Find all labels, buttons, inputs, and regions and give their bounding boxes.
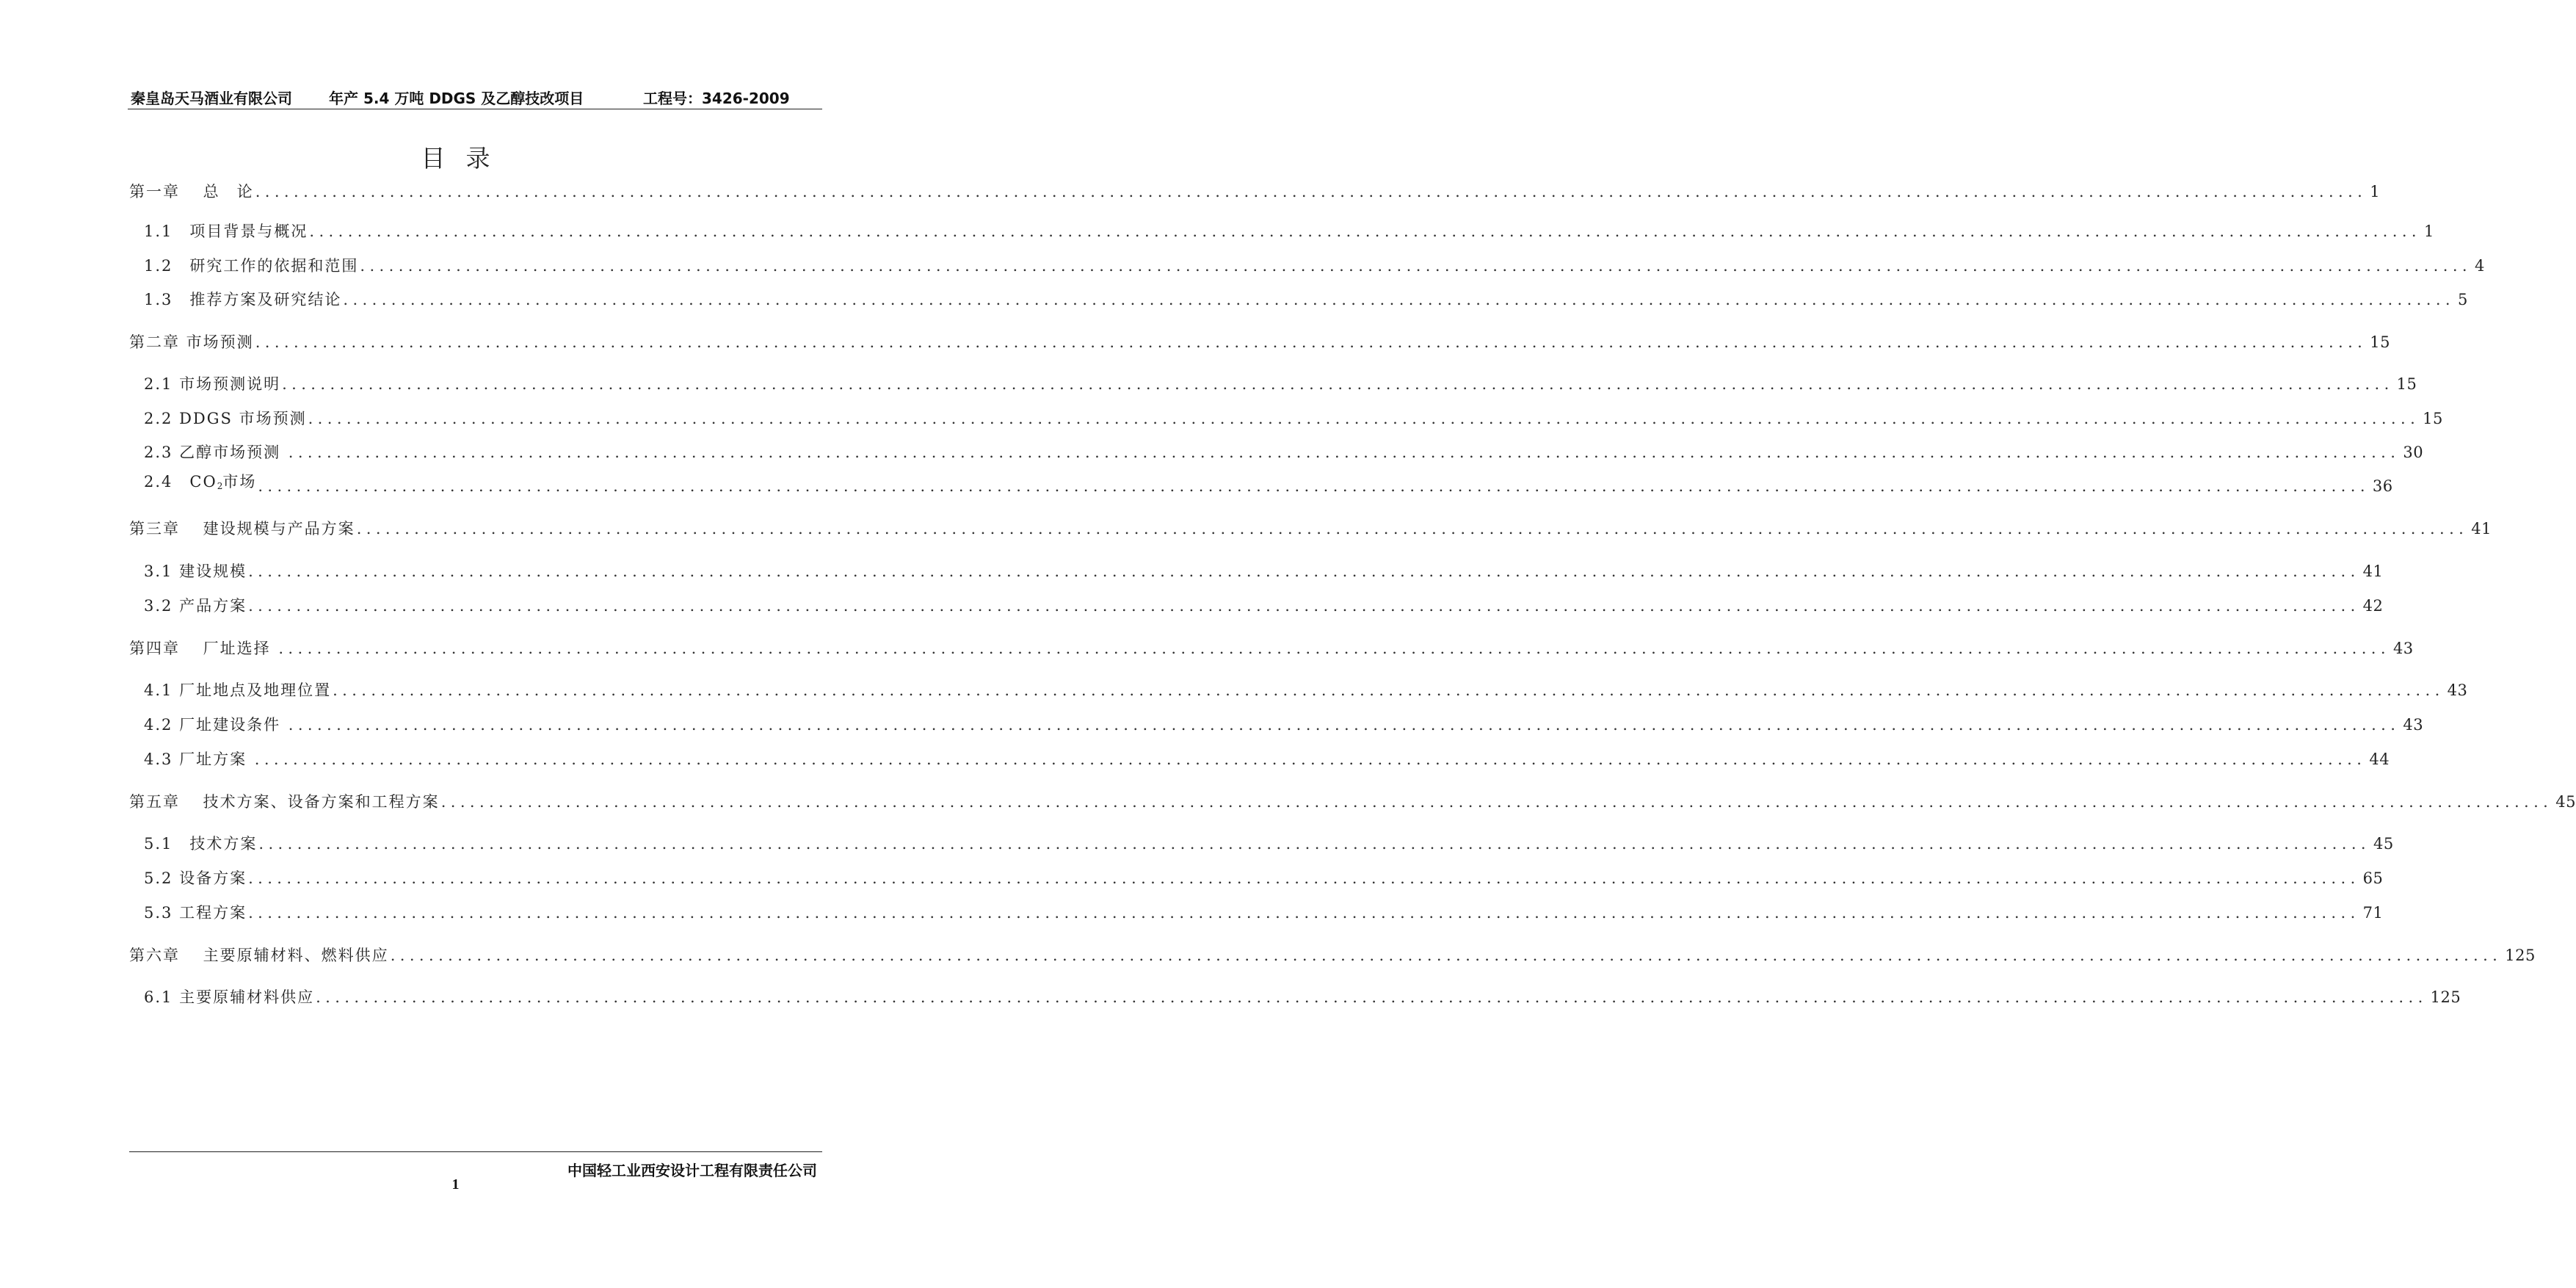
toc-section-entry[interactable]	[144, 441, 2424, 463]
toc-section-entry[interactable]	[144, 833, 2394, 855]
toc-chapter-entry[interactable]	[129, 944, 2536, 966]
toc-entry-page-number: 43	[2447, 681, 2468, 699]
toc-dot-leader: ............................................................................................................................................................................................................................	[248, 869, 2360, 887]
toc-entry-page-number: 1	[2370, 183, 2381, 200]
toc-entry-label: 第四章 厂址选择	[129, 640, 277, 657]
toc-entry-page-number: 45	[2373, 835, 2394, 853]
toc-dot-leader: ............................................................................................................................................................................................................................	[282, 375, 2394, 393]
toc-entry-page-number: 41	[2362, 562, 2384, 580]
toc-entry-label: 3.1 建设规模	[144, 562, 247, 580]
toc-entry-label: 1.1 项目背景与概况	[144, 222, 308, 240]
toc-entry-label: 5.3 工程方案	[144, 904, 247, 922]
toc-entry-page-number: 41	[2471, 520, 2492, 538]
toc-title: 目录	[421, 144, 511, 173]
toc-entry-page-number: 1	[2423, 222, 2434, 240]
toc-entry-page-number: 36	[2372, 477, 2393, 495]
toc-section-entry[interactable]	[144, 473, 2393, 497]
toc-section-entry[interactable]	[144, 560, 2384, 582]
toc-dot-leader: ............................................................................................................................................................................................................................	[343, 291, 2455, 308]
toc-dot-leader: ............................................................................................................................................................................................................................	[288, 716, 2401, 734]
toc-entry-label: 1.2 研究工作的依据和范围	[144, 257, 359, 275]
toc-dot-leader: ............................................................................................................................................................................................................................	[258, 835, 2370, 853]
toc-section-entry[interactable]	[144, 595, 2384, 617]
toc-entry-label: 2.2 DDGS 市场预测	[144, 410, 307, 427]
toc-dot-leader: ............................................................................................................................................................................................................................	[278, 640, 2390, 657]
toc-entry-label: 1.3 推荐方案及研究结论	[144, 291, 342, 308]
toc-entry-page-number: 5	[2457, 291, 2468, 308]
toc-entry-label: 第三章 建设规模与产品方案	[129, 520, 355, 538]
toc-dot-leader: ............................................................................................................................................................................................................................	[316, 988, 2428, 1006]
footer-company: 中国轻工业西安设计工程有限责任公司	[567, 1162, 817, 1179]
header-project-number: 工程号：3426-2009	[643, 90, 790, 107]
toc-entry-page-number: 65	[2362, 869, 2384, 887]
header-project-title: 年产 5.4 万吨 DDGS 及乙醇技改项目	[329, 90, 584, 107]
toc-entry-label: 5.2 设备方案	[144, 869, 247, 887]
toc-entry-page-number: 43	[2392, 640, 2414, 657]
toc-dot-leader: ............................................................................................................................................................................................................................	[309, 222, 2421, 240]
footer-divider	[164, 1151, 308, 1152]
toc-chapter-entry[interactable]	[129, 181, 2381, 203]
toc-section-entry[interactable]	[144, 986, 2461, 1008]
toc-dot-leader: ............................................................................................................................................................................................................................	[248, 562, 2360, 580]
toc-entry-label: 4.2 厂址建设条件	[144, 716, 287, 734]
toc-entry-page-number: 4	[2474, 257, 2485, 275]
toc-chapter-entry[interactable]	[129, 518, 2492, 540]
footer-divider	[129, 1151, 164, 1152]
toc-entry-page-number: 71	[2362, 904, 2384, 922]
toc-entry-page-number: 125	[2430, 988, 2461, 1006]
page-number: 1	[451, 1176, 460, 1193]
toc-entry-label: 5.1 技术方案	[144, 835, 258, 853]
toc-entry-label: 第一章 总 论	[129, 183, 254, 200]
toc-dot-leader: ............................................................................................................................................................................................................................	[255, 333, 2368, 351]
toc-entry-page-number: 30	[2403, 444, 2424, 461]
footer-divider	[499, 1151, 822, 1152]
toc-entry-label: 3.2 产品方案	[144, 597, 247, 615]
toc-dot-leader: ............................................................................................................................................................................................................................	[258, 477, 2370, 495]
toc-entry-label: 4.3 厂址方案	[144, 750, 253, 768]
toc-entry-page-number: 45	[2555, 793, 2576, 811]
toc-entry-label: 6.1 主要原辅材料供应	[144, 988, 315, 1006]
toc-dot-leader: ............................................................................................................................................................................................................................	[288, 444, 2401, 461]
toc-section-entry[interactable]	[144, 220, 2434, 242]
toc-dot-leader: ............................................................................................................................................................................................................................	[333, 681, 2445, 699]
toc-chapter-entry[interactable]	[129, 791, 2576, 813]
toc-section-entry[interactable]	[144, 714, 2424, 736]
toc-entry-page-number: 42	[2362, 597, 2384, 615]
toc-entry-page-number: 15	[2423, 410, 2443, 427]
toc-dot-leader: ............................................................................................................................................................................................................................	[248, 597, 2360, 615]
toc-section-entry[interactable]	[144, 255, 2485, 277]
toc-entry-page-number: 44	[2369, 750, 2390, 768]
toc-chapter-entry[interactable]	[129, 331, 2390, 353]
toc-section-entry[interactable]	[144, 408, 2443, 430]
toc-entry-page-number: 15	[2370, 333, 2390, 351]
footer-divider	[308, 1151, 499, 1152]
toc-section-entry[interactable]	[144, 748, 2390, 770]
toc-entry-page-number: 125	[2505, 947, 2536, 964]
toc-entry-label: 2.3 乙醇市场预测	[144, 444, 287, 461]
toc-entry-label: 4.1 厂址地点及地理位置	[144, 681, 332, 699]
toc-section-entry[interactable]	[144, 867, 2384, 889]
toc-dot-leader: ............................................................................................................................................................................................................................	[356, 520, 2469, 538]
toc-dot-leader: ............................................................................................................................................................................................................................	[440, 793, 2553, 811]
toc-entry-label-subscript: 2	[217, 481, 223, 491]
toc-entry-label: 2.1 市场预测说明	[144, 375, 281, 393]
toc-entry-label: 第六章 主要原辅材料、燃料供应	[129, 947, 389, 964]
toc-dot-leader: ............................................................................................................................................................................................................................	[360, 257, 2472, 275]
toc-section-entry[interactable]	[144, 289, 2468, 311]
toc-entry-label	[144, 471, 258, 497]
toc-entry-label: 第二章 市场预测	[129, 333, 254, 351]
header-company: 秦皇岛天马酒业有限公司	[131, 90, 292, 107]
toc-dot-leader: ............................................................................................................................................................................................................................	[308, 410, 2420, 427]
toc-entry-page-number: 15	[2396, 375, 2417, 393]
toc-dot-leader: ............................................................................................................................................................................................................................	[254, 750, 2367, 768]
toc-dot-leader: ............................................................................................................................................................................................................................	[390, 947, 2503, 964]
toc-entry-label: 第五章 技术方案、设备方案和工程方案	[129, 793, 440, 811]
toc-entry-label-prefix: 2.4 CO	[144, 473, 217, 491]
toc-dot-leader: ............................................................................................................................................................................................................................	[255, 183, 2368, 200]
toc-chapter-entry[interactable]	[129, 637, 2414, 659]
toc-entry-page-number: 43	[2403, 716, 2424, 734]
toc-section-entry[interactable]	[144, 902, 2384, 924]
toc-dot-leader: ............................................................................................................................................................................................................................	[248, 904, 2360, 922]
toc-section-entry[interactable]	[144, 373, 2417, 395]
toc-entry-label-suffix: 市场	[222, 473, 257, 491]
toc-section-entry[interactable]	[144, 679, 2468, 701]
